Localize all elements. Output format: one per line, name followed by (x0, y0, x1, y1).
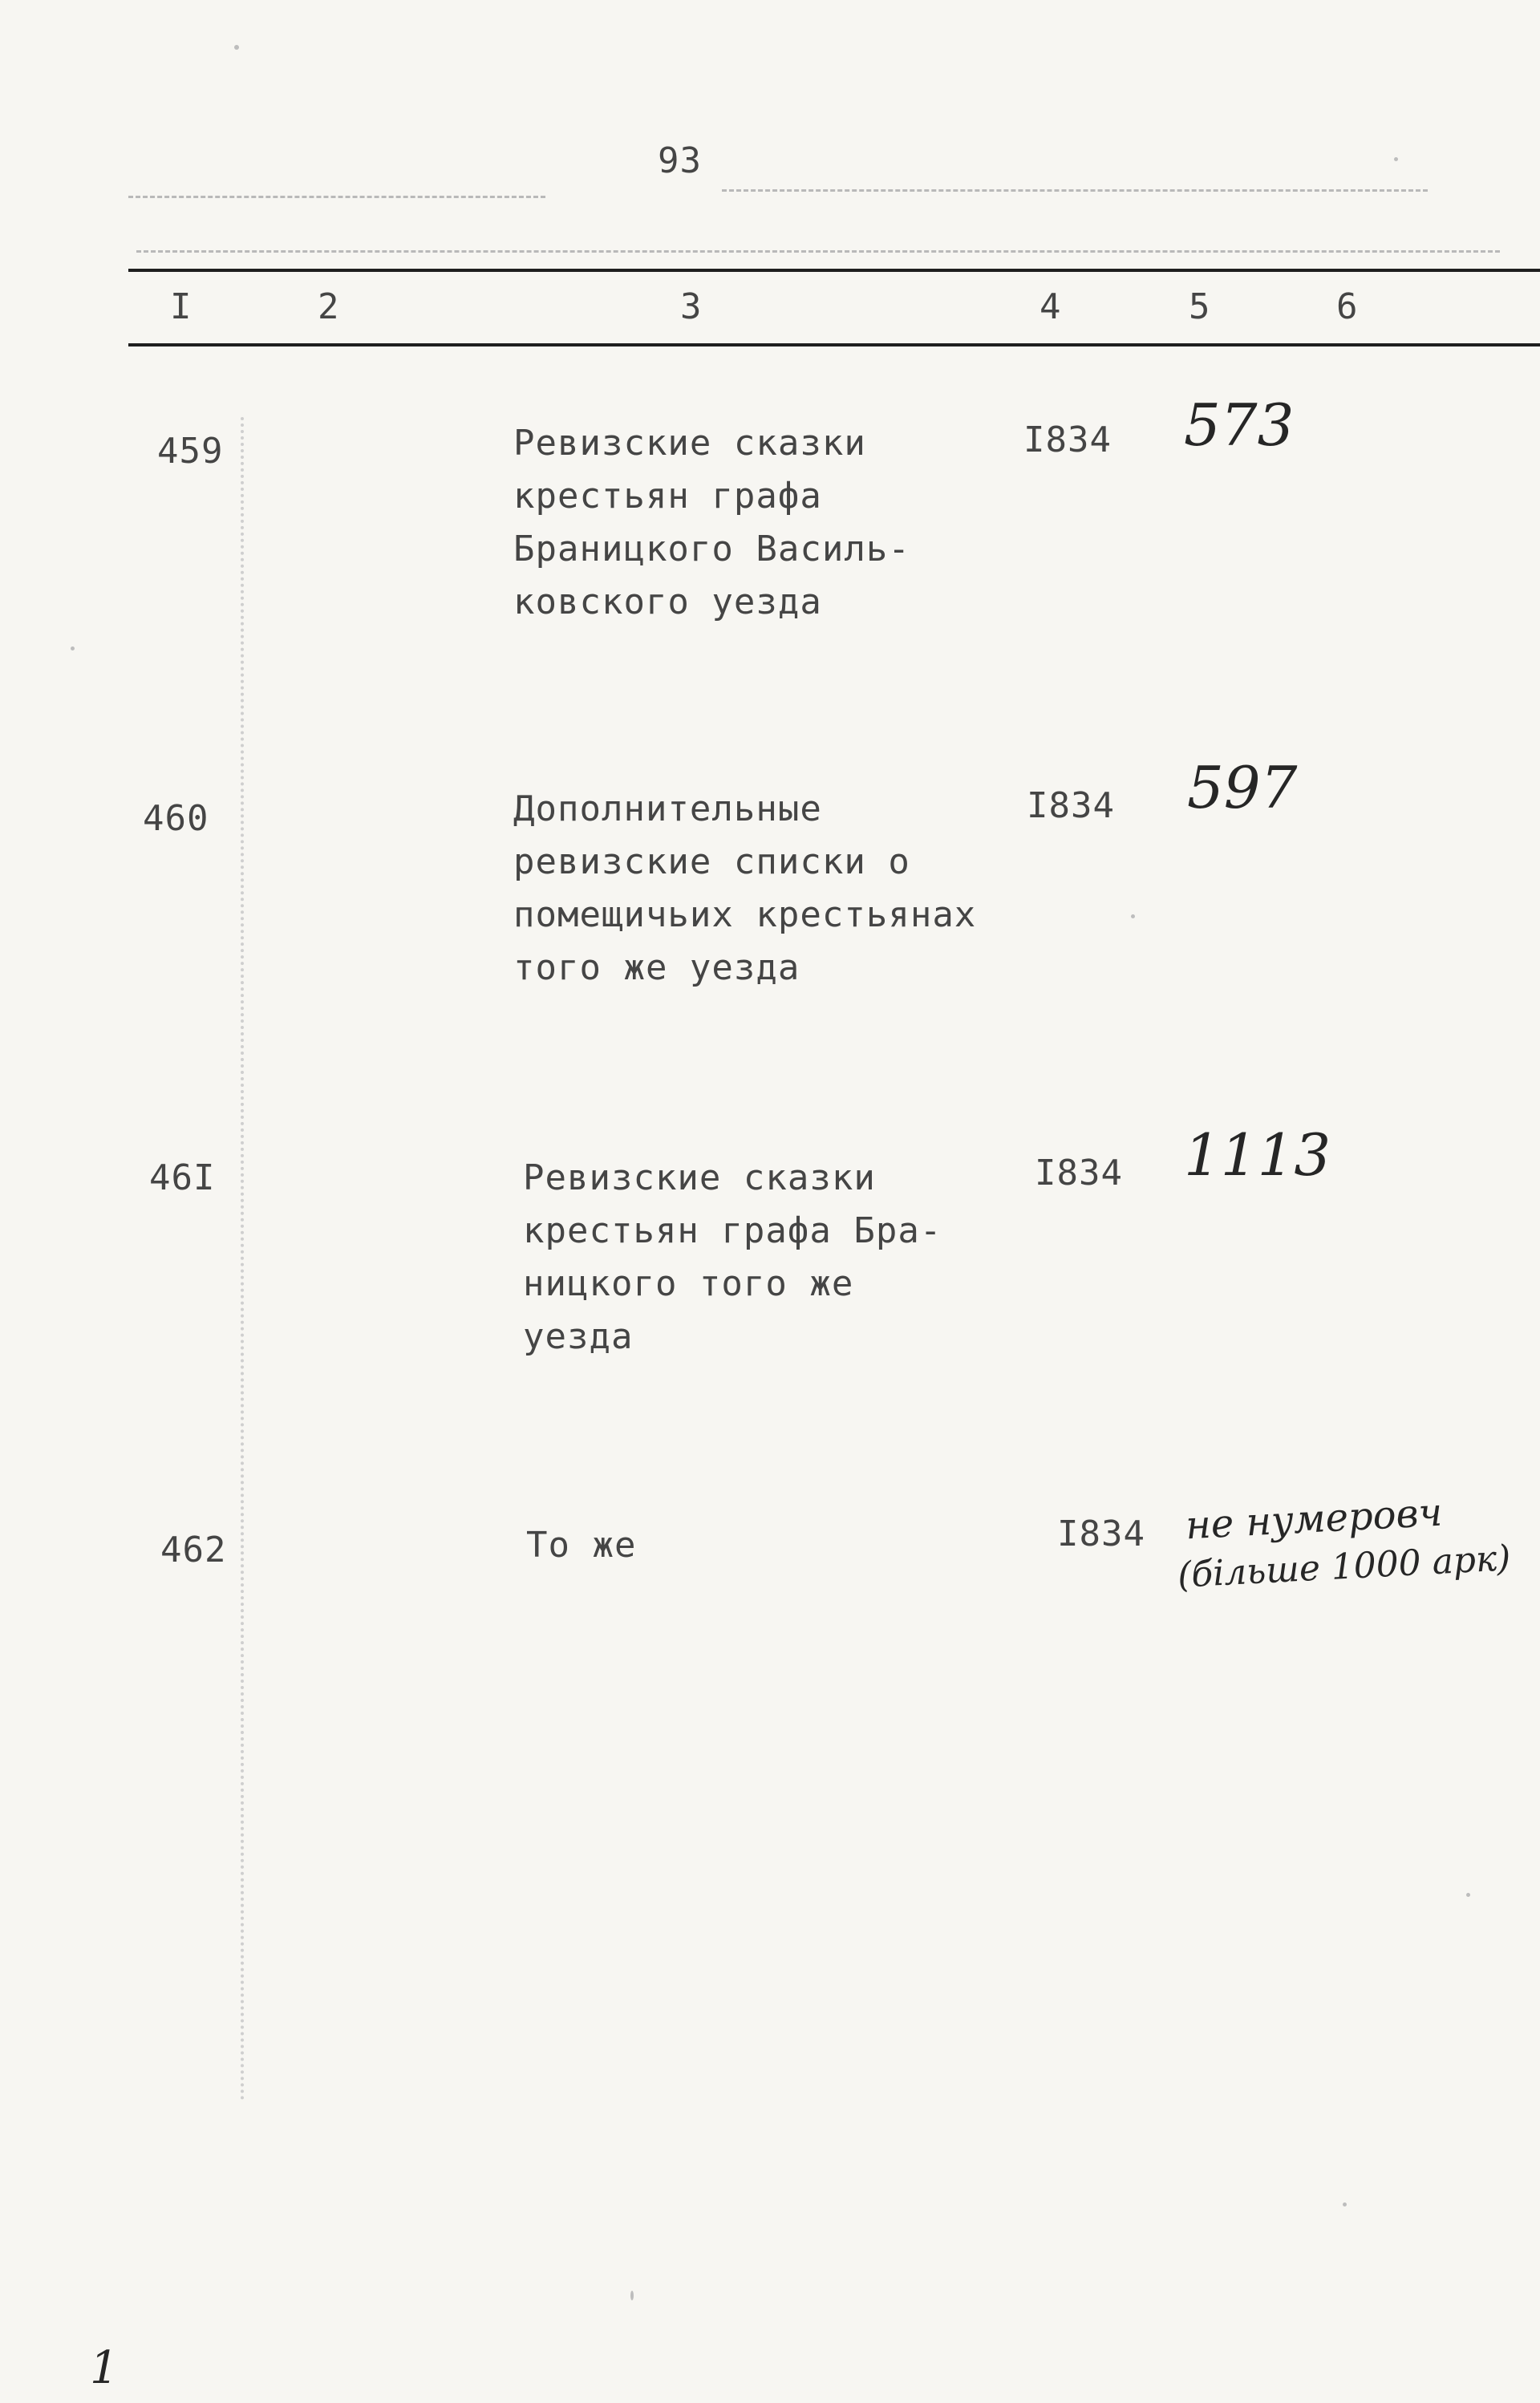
top-dashed-line-left (128, 196, 545, 198)
row-459-year: I834 (1023, 419, 1112, 460)
row-462-note-line-1: не нумеровч (1184, 1489, 1444, 1549)
scan-speck (630, 2291, 634, 2300)
header-bottom-rule (128, 343, 1540, 346)
column-header-2: 2 (318, 286, 340, 327)
row-461-sheet-count: 1113 (1184, 1121, 1331, 1189)
scan-speck (1466, 1893, 1470, 1897)
row-461-desc-line-2: крестьян графа Бра- (523, 1210, 942, 1251)
row-461-number: 46I (149, 1157, 216, 1198)
row-462-note-line-2: (більше 1000 арк) (1176, 1538, 1512, 1596)
row-462-year: I834 (1057, 1514, 1145, 1554)
row-459-desc-line-3: Браницкого Василь- (513, 529, 910, 569)
column-header-6: 6 (1336, 286, 1359, 327)
column-header-4: 4 (1040, 286, 1062, 327)
row-461-desc-line-3: ницкого того же (523, 1263, 854, 1304)
row-460-desc-line-3: помещичьих крестьянах (513, 894, 977, 935)
row-459-desc-line-4: ковского уезда (513, 582, 822, 622)
row-459-number: 459 (157, 431, 224, 472)
row-460-number: 460 (143, 798, 209, 839)
column-header-5: 5 (1189, 286, 1211, 327)
row-460-desc-line-2: ревизские списки о (513, 841, 910, 882)
row-462-desc-line-1: То же (526, 1525, 637, 1566)
row-459-desc-line-1: Ревизские сказки (513, 423, 866, 464)
top-dashed-line-right (722, 189, 1428, 192)
header-top-rule (128, 269, 1540, 272)
row-461-year: I834 (1035, 1153, 1123, 1193)
scan-speck (234, 45, 239, 50)
row-460-desc-line-4: того же уезда (513, 947, 800, 988)
corner-handwritten-mark: 1 (90, 2342, 119, 2394)
row-459-desc-line-2: крестьян графа (513, 476, 822, 517)
scan-speck (1131, 914, 1135, 918)
row-460-sheet-count: 597 (1187, 754, 1298, 821)
upper-dashed-line (136, 250, 1500, 253)
row-460-desc-line-1: Дополнительные (513, 788, 822, 829)
column-header-1: I (170, 286, 192, 327)
row-461-desc-line-1: Ревизские сказки (523, 1157, 876, 1198)
scan-speck (1394, 157, 1398, 161)
scan-speck (71, 646, 75, 650)
row-460-year: I834 (1027, 785, 1115, 826)
page-number: 93 (658, 140, 702, 181)
margin-dot-trail (241, 417, 244, 2101)
row-459-sheet-count: 573 (1184, 391, 1295, 459)
scan-speck (1343, 2202, 1347, 2206)
column-header-3: 3 (680, 286, 703, 327)
row-461-desc-line-4: уезда (523, 1316, 634, 1357)
row-462-number: 462 (160, 1530, 227, 1570)
